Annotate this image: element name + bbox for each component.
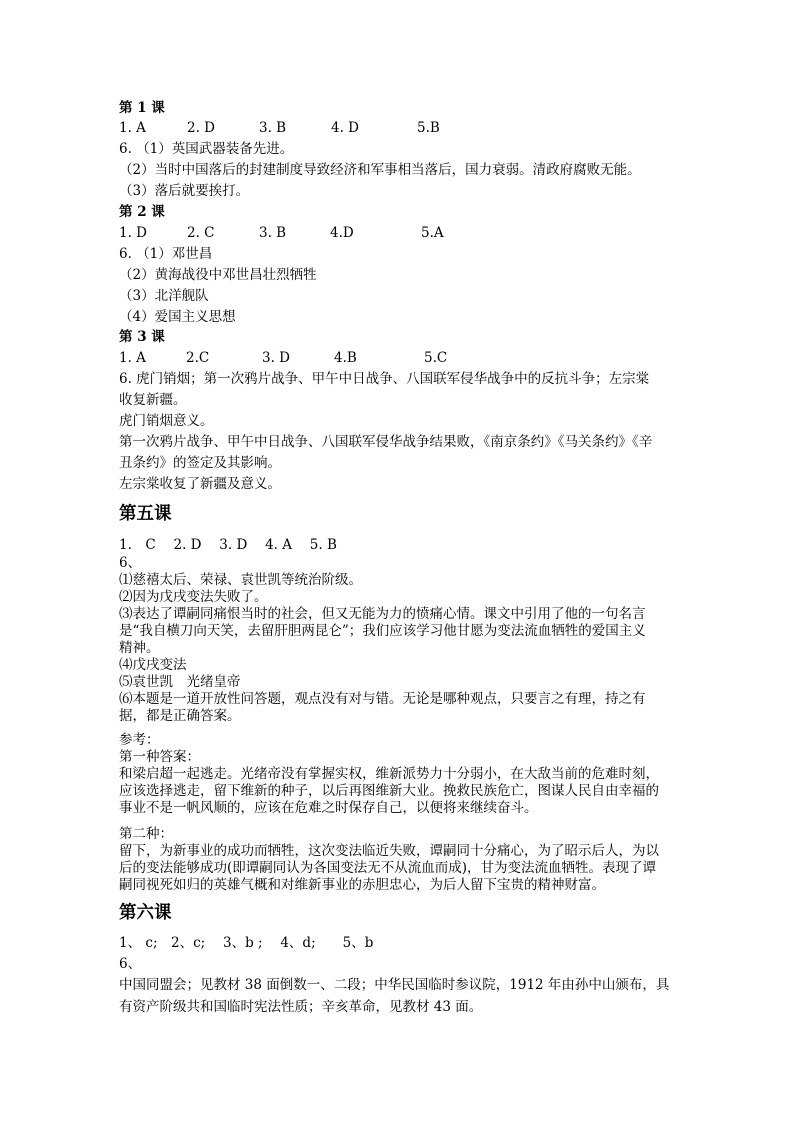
answer2-line: 后的变法能够成功(即谭嗣同认为各国变法无不从流血而成)，甘为变法流血牺牲。表现了谭 (119, 860, 657, 876)
answer: 2.C (186, 350, 210, 366)
lesson1-q6-line: （3）落后就要挨打。 (119, 183, 250, 199)
lesson5-title: 第五课 (119, 504, 172, 524)
lesson6-q6-line: 有资产阶级共和国临时宪法性质；辛亥革命，见教材 43 面。 (119, 999, 483, 1015)
lesson6-title: 第六课 (119, 903, 172, 923)
lesson5-q6-line: ⑶表达了谭嗣同痛恨当时的社会，但又无能为力的愤痛心情。课文中引用了他的一句名言 (119, 606, 646, 622)
answer: 3. D (262, 350, 290, 366)
lesson5-q6-line: ⑴慈禧太后、荣禄、袁世凯等统治阶级。 (119, 572, 362, 588)
answer: 5.B (417, 120, 440, 136)
answer2-line: 嗣同视死如归的英雄气概和对维新事业的赤胆忠心，为后人留下宝贵的精神财富。 (119, 877, 605, 893)
lesson2-answers (119, 223, 719, 243)
answer: 3. B (259, 225, 287, 241)
lesson3-q6-line: 6. 虎门销烟；第一次鸦片战争、甲午中日战争、八国联军侵华战争中的反抗斗争；左宗棠 (119, 371, 650, 387)
lesson3-q6-line: 左宗棠收复了新疆及意义。 (119, 476, 281, 492)
lesson2-q6-line: （4）爱国主义思想 (119, 309, 236, 325)
answer1-line: 应该选择逃走，留下维新的种子，以后再图维新大业。挽救民族危亡，图谋人民自由幸福的 (119, 783, 659, 799)
answer1-label: 第一种答案： (119, 749, 200, 765)
answer: 4. D (331, 120, 359, 136)
lesson5-q6-line: ⑷戊戌变法 (119, 657, 187, 673)
answer: 4.D (330, 225, 354, 241)
answer2-line: 留下，为新事业的成功而牺牲，这次变法临近失败，谭嗣同十分痛心，为了昭示后人，为以 (119, 843, 659, 859)
lesson5-q6-line: ⑵因为戊戌变法失败了。 (119, 589, 268, 605)
answer: 5.A (421, 225, 444, 241)
lesson2-q6-line: （3）北洋舰队 (119, 288, 209, 304)
answer: 1. D (119, 225, 147, 241)
answer1-line: 和梁启超一起逃走。光绪帝没有掌握实权，维新派势力十分弱小，在大敌当前的危难时刻， (119, 766, 659, 782)
lesson1-q6-line: （2）当时中国落后的封建制度导致经济和军事相当落后，国力衰弱。清政府腐败无能。 (119, 162, 641, 178)
lesson3-title: 第 3 课 (119, 329, 165, 345)
lesson3-q6-line: 丑条约》的签定及其影响。 (119, 455, 281, 471)
lesson1-title: 第 1 课 (119, 100, 165, 116)
lesson3-q6-line: 虎门销烟意义。 (119, 413, 214, 429)
lesson1-q6-line: 6. （1）英国武器装备先进。 (119, 141, 294, 157)
answer: 2. D (187, 120, 215, 136)
lesson5-q6-line: ⑸袁世凯 光绪皇帝 (119, 674, 241, 690)
lesson5-q6-line: 精神。 (119, 640, 160, 656)
lesson5-q6-line: 据，都是正确答案。 (119, 708, 241, 724)
lesson5-q6-label: 6、 (119, 555, 142, 571)
lesson6-q6-line: 中国同盟会；见教材 38 面倒数一、二段；中华民国临时参议院，1912 年由孙中山颁布，具 (119, 977, 670, 993)
answer1-line: 事业不是一帆风顺的，应该在危难之时保存自己，以便将来继续奋斗。 (119, 800, 538, 816)
answer: 4.B (334, 350, 357, 366)
answer: 1. A (119, 350, 146, 366)
lesson2-q6-line: 6. （1）邓世昌 (119, 246, 213, 262)
answer: 2. C (187, 225, 215, 241)
answer2-label: 第二种： (119, 826, 173, 842)
lesson6-q6-label: 6、 (119, 956, 142, 972)
lesson3-q6-line: 第一次鸦片战争、甲午中日战争、八国联军侵华战争结果败，《南京条约》《马关条约》《辛 (119, 434, 653, 450)
answer: 1. A (119, 120, 146, 136)
lesson3-q6-line: 收复新疆。 (119, 392, 187, 408)
lesson6-answers: 1、 c; 2、c; 3、b ; 4、d; 5、b (119, 935, 374, 951)
lesson3-answers (119, 348, 719, 368)
lesson1-answers (119, 118, 719, 138)
lesson5-q6-line: ⑹本题是一道开放性问答题，观点没有对与错。无论是哪种观点，只要言之有理，持之有 (119, 691, 646, 707)
lesson5-q6-line: 是“我自横刀向天笑，去留肝胆两昆仑”；我们应该学习他甘愿为变法流血牺牲的爱国主义 (119, 623, 646, 639)
lesson5-answers: 1. C 2. D 3. D 4. A 5. B (119, 537, 337, 553)
answer: 5.C (424, 350, 448, 366)
reference-label: 参考： (119, 732, 160, 748)
lesson2-title: 第 2 课 (119, 204, 165, 220)
answer: 3. B (259, 120, 287, 136)
lesson2-q6-line: （2）黄海战役中邓世昌壮烈牺牲 (119, 267, 317, 283)
